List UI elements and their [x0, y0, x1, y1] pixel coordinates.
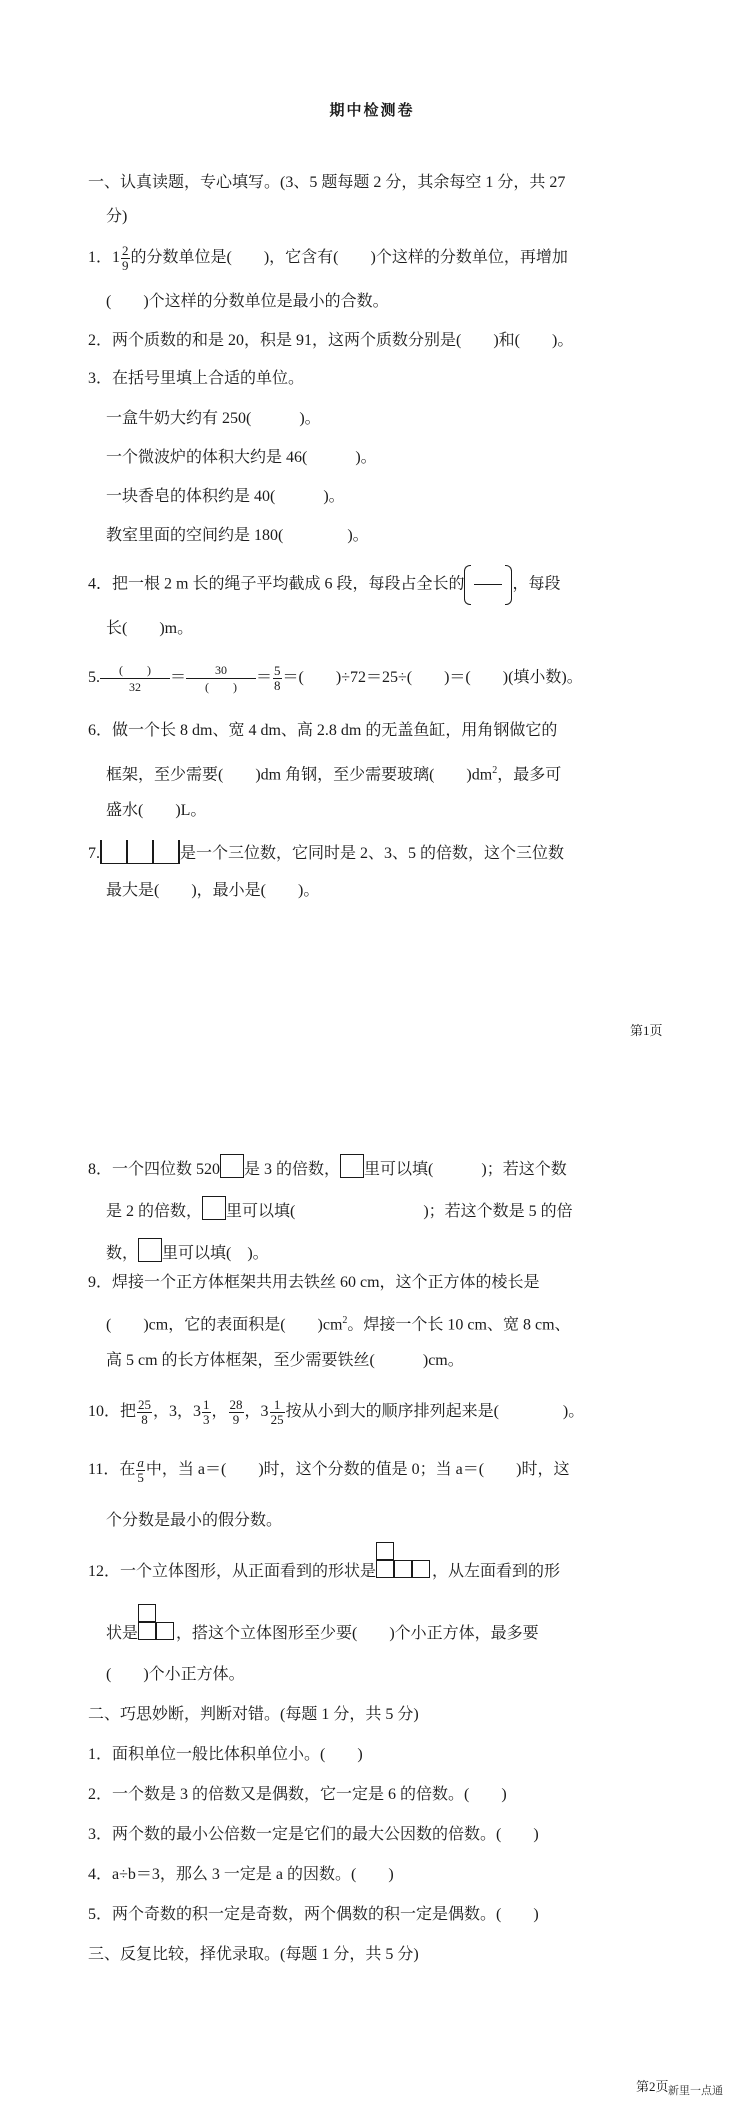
question-10: 10．把 $\frac{25}{8}$ ，3，3 $\frac{1}{3}$ ， $\frac{28}{9}$ ，3 $\frac{1}{25}$ 按从小到大的顺序排列起来是( )。: [88, 1397, 585, 1427]
question-9-cont-2: 高 5 cm 的长方体框架，至少需要铁丝( )cm。: [106, 1352, 464, 1369]
fraction-2-9: $\frac{2}{9}$: [122, 243, 129, 273]
question-5: 5. ( ) 32 ＝ 30 ( ) ＝ $\frac{5}{8}$ ＝( )÷72＝25÷( )＝( )(填小数)。: [88, 663, 583, 694]
fraction-blank-32: ( ) 32: [100, 662, 170, 695]
question-8-cont: 是 2 的倍数， 里可以填( )；若这个数是 5 的倍: [106, 1196, 573, 1223]
question-4: 4．把一根 2 m 长的绳子平均截成 6 段，每段占全长的 ，每段: [88, 565, 560, 605]
front-view-shape: [376, 1560, 432, 1580]
section-1-header-cont: 分): [106, 208, 128, 225]
left-view-shape: [138, 1622, 176, 1642]
judge-item-1: 1．面积单位一般比体积单位小。( ): [88, 1746, 363, 1763]
question-9-cont: ( )cm，它的表面积是( )$cm^2$。焊接一个长 10 cm、宽 8 cm、: [106, 1315, 571, 1334]
question-6-cont-2: 盛水( )L。: [106, 802, 207, 819]
question-1-cont: ( )个这样的分数单位是最小的合数。: [106, 293, 389, 310]
question-3-item-1: 一盒牛奶大约有 250( )。: [106, 410, 321, 427]
judge-item-3: 3．两个数的最小公倍数一定是它们的最大公因数的倍数。( ): [88, 1826, 539, 1843]
judge-item-4: 4．a÷b＝3，那么 3 一定是 a 的因数。( ): [88, 1866, 394, 1883]
question-6: 6．做一个长 8 dm、宽 4 dm、高 2.8 dm 的无盖鱼缸，用角钢做它的: [88, 722, 558, 739]
question-12-cont: 状是 ，搭这个立体图形至少要( )个小正方体，最多要: [106, 1622, 539, 1645]
question-3: 3．在括号里填上合适的单位。: [88, 370, 305, 387]
question-2: 2．两个质数的和是 20，积是 91，这两个质数分别是( )和( )。: [88, 332, 574, 349]
page-title: 期中检测卷: [329, 103, 415, 119]
judge-item-5: 5．两个奇数的积一定是奇数，两个偶数的积一定是偶数。( ): [88, 1906, 539, 1923]
digit-box: [202, 1196, 226, 1220]
digit-box: [220, 1154, 244, 1178]
question-11-cont: 个分数是最小的假分数。: [106, 1512, 283, 1529]
question-1: 1．1 $\frac{2}{9}$ 的分数单位是( )，它含有( )个这样的分数单位，再增加: [88, 243, 568, 273]
fraction-30-blank: 30 ( ): [186, 662, 256, 695]
judge-item-2: 2．一个数是 3 的倍数又是偶数，它一定是 6 的倍数。( ): [88, 1786, 507, 1803]
page-number-1: 第1页: [630, 1023, 663, 1038]
question-8: 8．一个四位数 520 是 3 的倍数， 里可以填( )；若这个数: [88, 1154, 567, 1181]
question-4-cont: 长( )m。: [106, 620, 194, 637]
digit-box: [138, 1238, 162, 1262]
fraction-5-8: $\frac{5}{8}$: [274, 663, 281, 693]
section-3-header: 三、反复比较，择优录取。(每题 1 分，共 5 分): [88, 1946, 419, 1963]
three-digit-box: [100, 840, 180, 864]
digit-box: [340, 1154, 364, 1178]
question-9: 9．焊接一个正方体框架共用去铁丝 60 cm，这个正方体的棱长是: [88, 1274, 540, 1291]
question-7-cont: 最大是( )，最小是( )。: [106, 882, 320, 899]
page-number-2: 第2页: [636, 2079, 669, 2094]
question-3-item-4: 教室里面的空间约是 180( )。: [106, 527, 369, 544]
question-11: 11．在 $\frac{a}{5}$ 中，当 a＝( )时，这个分数的值是 0；当 a＝( )时，这: [88, 1455, 570, 1485]
fraction-bracket-blank: [464, 565, 512, 605]
section-1-header: 一、认真读题，专心填写。(3、5 题每题 2 分，其余每空 1 分，共 27: [88, 174, 566, 191]
question-3-item-3: 一块香皂的体积约是 40( )。: [106, 488, 345, 505]
question-8-cont-2: 数， 里可以填( )。: [106, 1238, 269, 1265]
section-2-header: 二、巧思妙断，判断对错。(每题 1 分，共 5 分): [88, 1706, 419, 1723]
question-12: 12．一个立体图形，从正面看到的形状是 ，从左面看到的形: [88, 1560, 560, 1583]
question-12-cont-2: ( )个小正方体。: [106, 1666, 245, 1683]
question-3-item-2: 一个微波炉的体积大约是 46( )。: [106, 449, 377, 466]
question-6-cont: 框架，至少需要( )dm 角钢，至少需要玻璃( )$dm^2$，最多可: [106, 765, 562, 784]
question-7: 7. 是一个三位数，它同时是 2、3、5 的倍数，这个三位数: [88, 840, 564, 865]
watermark: 新里一点通: [668, 2085, 723, 2097]
